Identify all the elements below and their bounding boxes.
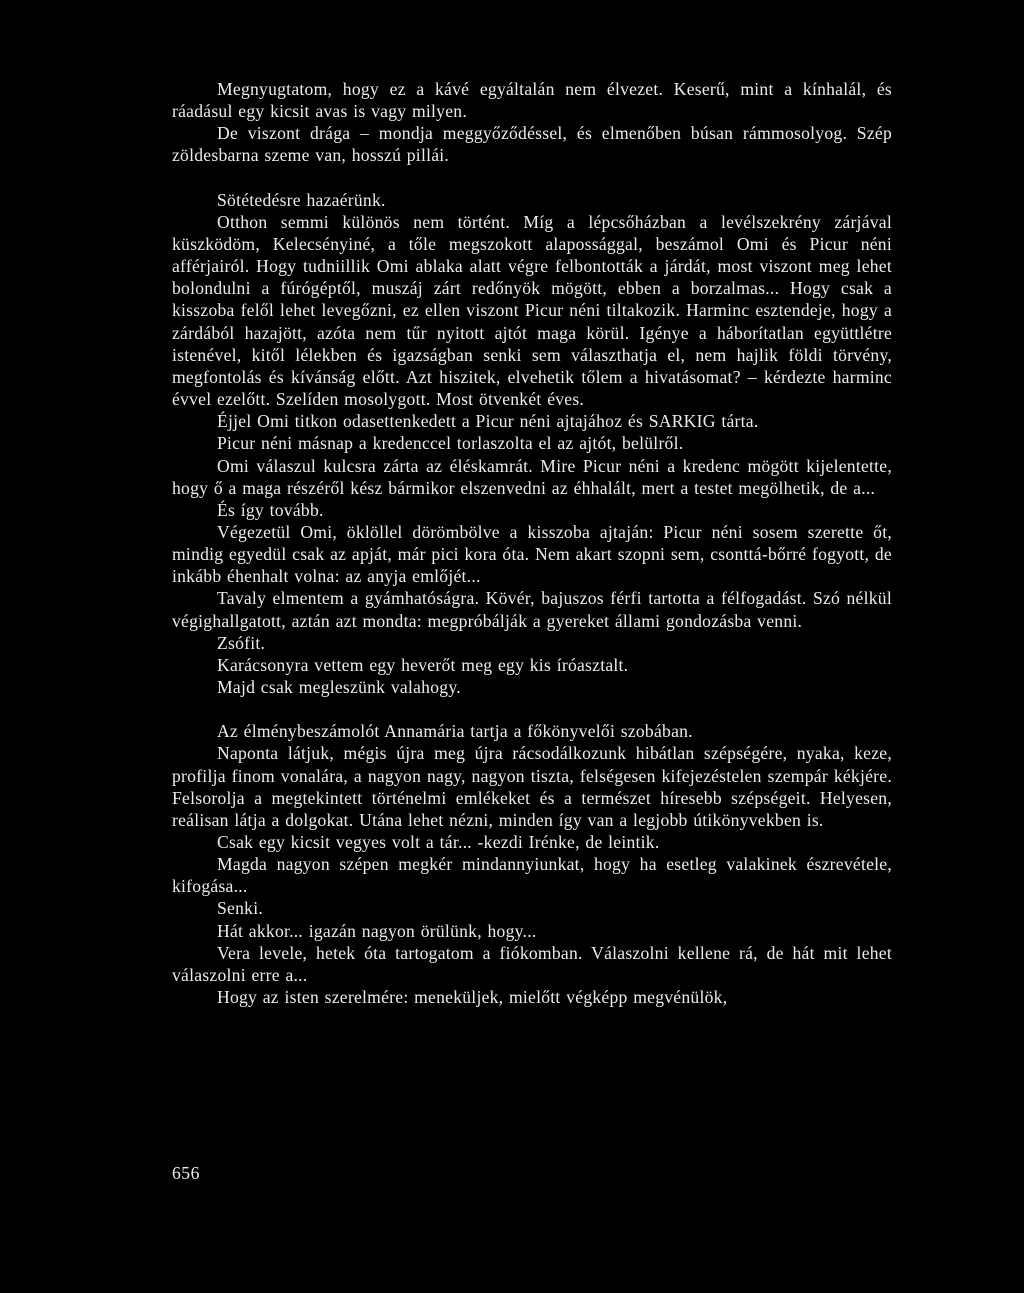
paragraph: De viszont drága – mondja meggyőződéssel, és elmenőben búsan rámmosolyog. Szép zöldesbarna szeme van, hosszú pillái.	[172, 123, 892, 166]
paragraph: Majd csak megleszünk valahogy.	[217, 677, 461, 698]
paragraph: Megnyugtatom, hogy ez a kávé egyáltalán nem élvezet. Keserű, mint a kínhalál, és ráadásul egy kicsit avas is vagy milyen.	[172, 79, 892, 122]
paragraph: Hát akkor... igazán nagyon örülünk, hogy...	[217, 920, 537, 941]
paragraph: Éjjel Omi titkon odasettenkedett a Picur néni ajtajához és SARKIG tárta.	[217, 411, 759, 432]
paragraph: Zsófit.	[217, 632, 266, 653]
paragraph: Otthon semmi különös nem történt. Míg a lépcsőházban a levélszekrény zárjával küszködöm, Kelecsényiné, a tőle megszokott alapossággal, beszámol Omi és Picur néni afférjairól. Hogy tudniillik Omi ablaka alatt végre felbontották a járdát, most viszont meg lehet bolondulni a fúrógéptől, muszáj zárt redőnyök mögött, ebben a borzalmas... Hogy csak a kisszoba felől lehet levegőzni, ez ellen viszont Picur néni tiltakozik. Harminc esztendeje, hogy a zárdából hazajött, azóta nem tűr nyitott ajtót maga körül. Igénye a háborítatlan együttlétre istenével, kitől lélekben és igazságban senki sem választhatja el, nem hajlik földi törvény, megfontolás és kívánság előtt. Azt hiszitek, elvehetik tőlem a hivatásomat? – kérdezte harminc évvel ezelőtt. Szelíden mosolygott. Most ötvenkét éves.	[172, 211, 892, 410]
page-text	[172, 78, 892, 1008]
paragraph: Csak egy kicsit vegyes volt a tár... -kezdi Irénke, de leintik.	[217, 832, 660, 852]
paragraph: És így tovább.	[217, 499, 324, 520]
paragraph: Tavaly elmentem a gyámhatóságra. Kövér, bajuszos férfi tartotta a félfogadást. Szó nélkül végighallgatott, aztán azt mondta: megpróbálják a gyereket állami gondozásba venni.	[172, 588, 892, 631]
paragraph: Végezetül Omi, öklöllel dörömbölve a kisszoba ajtaján: Picur néni sosem szerette őt, mindig egyedül csak az apját, már pici kora óta. Nem akart szopni sem, csonttá-bőrré fogyott, de inkább éhenhalt volna: az anyja emlőjét...	[172, 521, 892, 587]
paragraph: Omi válaszul kulcsra zárta az éléskamrát. Mire Picur néni a kredenc mögött kijelentette, hogy ő a maga részéről kész bármikor elszenvedni az éhhalált, mert a testet megölhetik, de a...	[172, 455, 892, 498]
paragraph: Az élménybeszámolót Annamária tartja a főkönyvelői szobában.	[217, 721, 693, 742]
paragraph: Naponta látjuk, mégis újra meg újra rácsodálkozunk hibátlan szépségére, nyaka, keze, profilja finom vonalára, a nagyon nagy, nagyon tiszta, felségesen kifejezéstelen szempár kékjére. Felsorolja a megtekintett történelmi emlékeket és a természet híresebb szépségeit. Helyesen, reálisan látja a dolgokat. Utána lehet nézni, minden így van a legjobb útikönyvekben is.	[172, 743, 892, 830]
paragraph: Hogy az isten szerelmére: meneküljek, mielőtt végképp megvénülök,	[217, 987, 728, 1008]
paragraph: Vera levele, hetek óta tartogatom a fiókomban. Válaszolni kellene rá, de hát mit lehet válaszolni erre a...	[172, 942, 892, 985]
paragraph: Sötétedésre hazaérünk.	[217, 189, 386, 210]
paragraph: Senki.	[217, 898, 263, 919]
paragraph: Picur néni másnap a kredenccel torlaszolta el az ajtót, belülről.	[217, 433, 684, 454]
paragraph: Magda nagyon szépen megkér mindannyiunkat, hogy ha esetleg valakinek észrevétele, kifogása...	[172, 854, 892, 897]
page-number: 656	[172, 1163, 200, 1183]
paragraph: Karácsonyra vettem egy heverőt meg egy kis íróasztalt.	[217, 654, 629, 675]
